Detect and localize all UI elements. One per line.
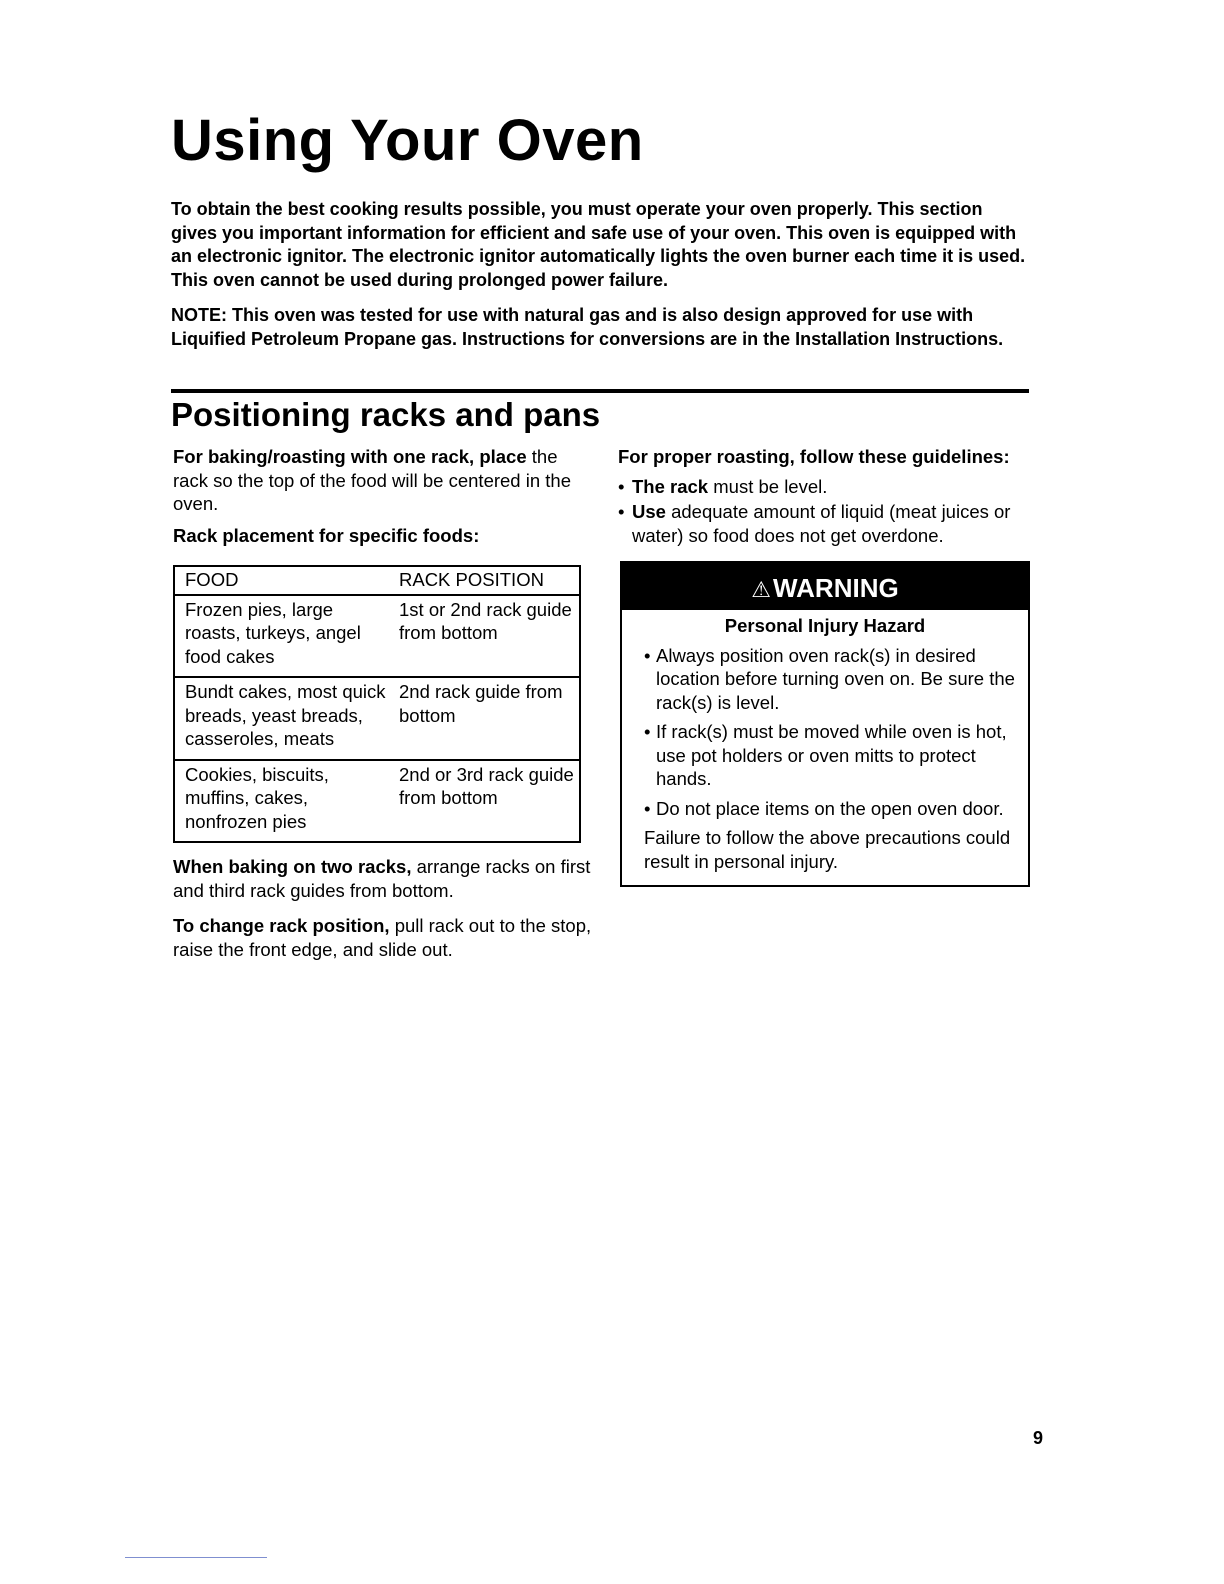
note-label: NOTE: bbox=[171, 305, 227, 325]
table-cell-position: 1st or 2nd rack guide from bottom bbox=[389, 595, 580, 678]
roasting-item-text: must be level. bbox=[713, 475, 828, 497]
section-divider bbox=[171, 389, 1029, 393]
table-header-row bbox=[174, 566, 580, 595]
two-racks-text: arrange racks on first and third rack guides from bottom. bbox=[173, 856, 591, 901]
warning-footer: Failure to follow the above precautions could result in personal injury. bbox=[644, 827, 1011, 872]
hazard-title: Personal Injury Hazard bbox=[724, 615, 926, 636]
roasting-list bbox=[618, 475, 1030, 548]
one-rack-bold: For baking/roasting with one rack, place bbox=[173, 446, 527, 467]
section-title: Positioning racks and pans bbox=[171, 396, 601, 433]
list-item: • Always position oven rack(s) in desired location before turning oven on. Be sure the rack(s) is level. bbox=[644, 644, 1018, 715]
roasting-item-bold: Use bbox=[632, 501, 666, 522]
warning-list bbox=[644, 644, 1018, 821]
page-number: 9 bbox=[1033, 1428, 1044, 1448]
table-header-food: FOOD bbox=[174, 566, 389, 595]
two-racks-paragraph bbox=[173, 855, 593, 902]
left-column bbox=[173, 445, 593, 961]
warning-body bbox=[622, 610, 1028, 885]
change-rack-text: pull rack out to the stop, raise the front edge, and slide out. bbox=[173, 915, 592, 960]
note-text: This oven was tested for use with natural gas and is also design approved for use with Liquified Petroleum Propane gas. Instructions for conversions are in the Installation Instructions. bbox=[171, 305, 1004, 349]
table-row bbox=[174, 677, 580, 760]
list-item bbox=[618, 475, 1030, 499]
rack-placement-heading: Rack placement for specific foods: bbox=[173, 524, 480, 546]
warning-triangle-icon: ⚠ bbox=[751, 577, 772, 602]
table-row bbox=[174, 760, 580, 843]
roasting-item-bold: The rack bbox=[632, 475, 709, 497]
two-racks-bold: When baking on two racks, bbox=[173, 856, 412, 877]
roasting-heading: For proper roasting, follow these guidelines: bbox=[618, 446, 1010, 467]
right-column bbox=[618, 445, 1030, 887]
one-rack-text: the rack so the top of the food will be centered in the oven. bbox=[173, 446, 571, 514]
bottom-divider bbox=[125, 1557, 267, 1558]
list-item bbox=[618, 500, 1030, 547]
table-header-rack-position: RACK POSITION bbox=[389, 566, 580, 595]
change-rack-bold: To change rack position, bbox=[173, 915, 390, 936]
table-cell-food: Cookies, biscuits, muffins, cakes, nonfrozen pies bbox=[185, 763, 329, 832]
table-cell-position: 2nd rack guide from bottom bbox=[389, 677, 580, 760]
one-rack-paragraph bbox=[173, 445, 593, 516]
rack-placement-table bbox=[173, 565, 581, 843]
note-paragraph bbox=[171, 304, 1031, 351]
table-cell-position: 2nd or 3rd rack guide from bottom bbox=[399, 763, 574, 808]
table-cell-food: Frozen pies, large roasts, turkeys, angel food cakes bbox=[174, 595, 389, 678]
list-item: • Do not place items on the open oven door. bbox=[644, 797, 1018, 821]
roasting-item-text: adequate amount of liquid (meat juices or water) so food does not get overdone. bbox=[632, 501, 1011, 546]
warning-box bbox=[620, 561, 1030, 887]
warning-header bbox=[622, 563, 1028, 610]
intro-paragraph: To obtain the best cooking results possible, you must operate your oven properly. This section gives you important information for efficient and safe use of your oven. This oven is equipped with an electronic ignitor. The electronic ignitor automatically lights the oven burner each time it is used. This oven cannot be used during prolonged power failure. bbox=[171, 199, 1026, 290]
page-title: Using Your Oven bbox=[171, 108, 644, 173]
change-rack-paragraph bbox=[173, 914, 593, 961]
table-row bbox=[174, 595, 580, 678]
list-item: • If rack(s) must be moved while oven is hot, use pot holders or oven mitts to protect hands. bbox=[644, 720, 1018, 791]
warning-label: WARNING bbox=[773, 573, 899, 603]
table-cell-food: Bundt cakes, most quick breads, yeast breads, casseroles, meats bbox=[174, 677, 389, 760]
